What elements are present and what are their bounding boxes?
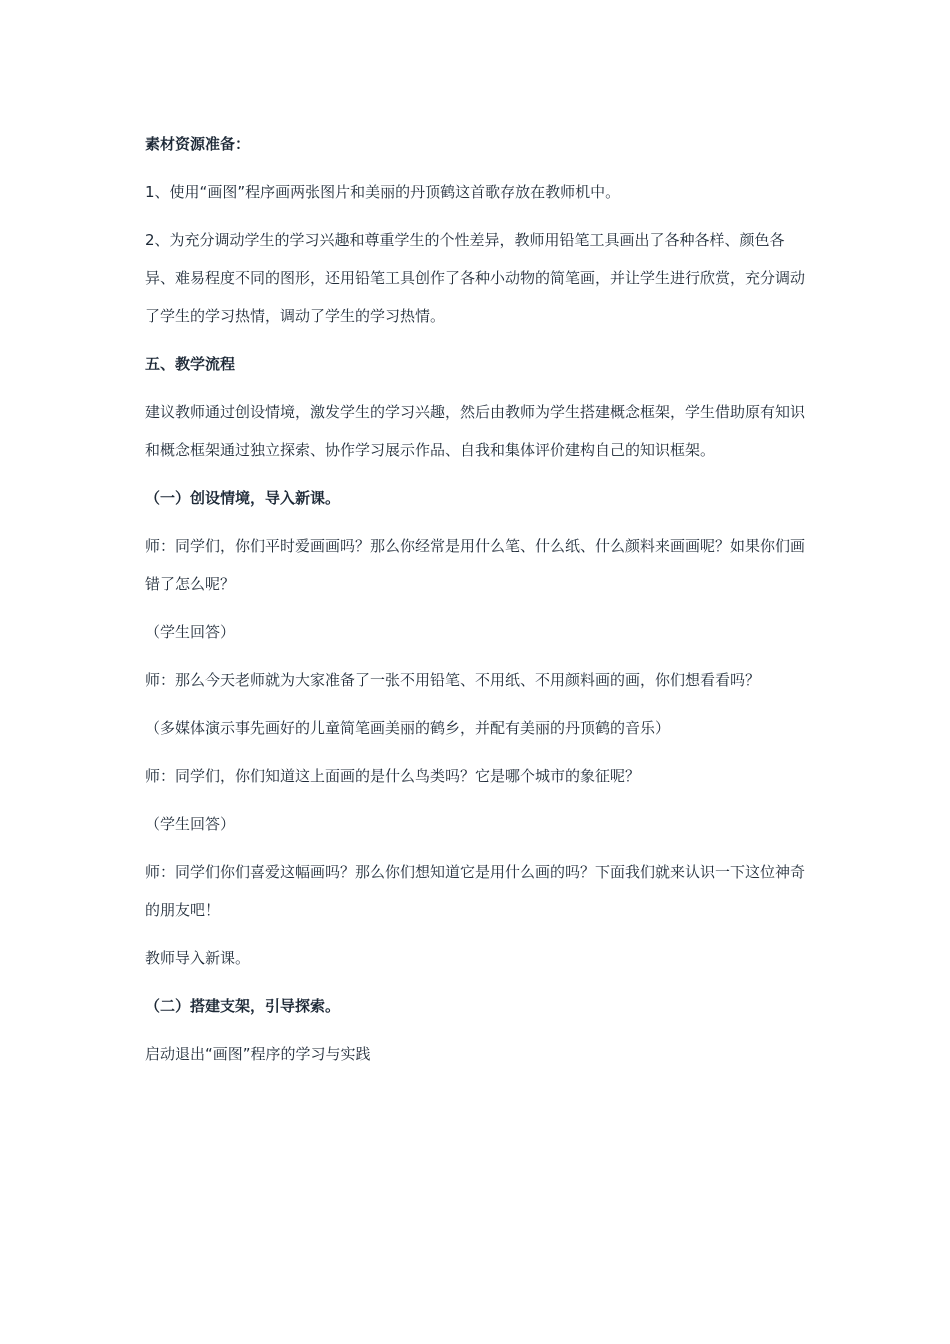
subheading-step-2: （二）搭建支架，引导探索。 (145, 997, 341, 1015)
dialogue-teacher-1: 师：同学们，你们平时爱画画吗？那么你经常是用什么笔、什么纸、什么颜料来画画呢？如果你们画错了怎么呢？ (145, 537, 806, 593)
student-answer-2: （学生回答） (145, 815, 236, 833)
stage-direction-multimedia: （多媒体演示事先画好的儿童简笔画美丽的鹤乡，并配有美丽的丹顶鹤的音乐） (145, 719, 671, 737)
dialogue-teacher-3: 师：同学们，你们知道这上面画的是什么鸟类吗？它是哪个城市的象征呢？ (145, 767, 641, 785)
paragraph-suggestion: 建议教师通过创设情境，激发学生的学习兴趣，然后由教师为学生搭建概念框架，学生借助原有知识和概念框架通过独立探索、协作学习展示作品、自我和集体评价建构自己的知识框架。 (145, 403, 806, 459)
dialogue-teacher-2: 师：那么今天老师就为大家准备了一张不用铅笔、不用纸、不用颜料画的画，你们想看看吗？ (145, 671, 761, 689)
subheading-step-1: （一）创设情境，导入新课。 (145, 489, 341, 507)
paragraph-material-2: 2、为充分调动学生的学习兴趣和尊重学生的个性差异，教师用铅笔工具画出了各种各样、颜色各异、难易程度不同的图形，还用铅笔工具创作了各种小动物的简笔画，并让学生进行欣赏，充分调动了学生的学习热情，调动了学生的学习热情。 (145, 231, 806, 325)
paragraph-paint-program: 启动退出“画图”程序的学习与实践 (145, 1045, 371, 1063)
student-answer-1: （学生回答） (145, 623, 236, 641)
paragraph-introduce-lesson: 教师导入新课。 (145, 949, 251, 967)
section-heading-teaching-process: 五、教学流程 (145, 355, 236, 373)
document-body (145, 125, 813, 1083)
dialogue-teacher-4: 师：同学们你们喜爱这幅画吗？那么你们想知道它是用什么画的吗？下面我们就来认识一下这位神奇的朋友吧！ (145, 863, 806, 919)
section-heading-materials: 素材资源准备： (145, 135, 251, 153)
paragraph-material-1: 1、使用“画图”程序画两张图片和美丽的丹顶鹤这首歌存放在教师机中。 (145, 183, 621, 201)
